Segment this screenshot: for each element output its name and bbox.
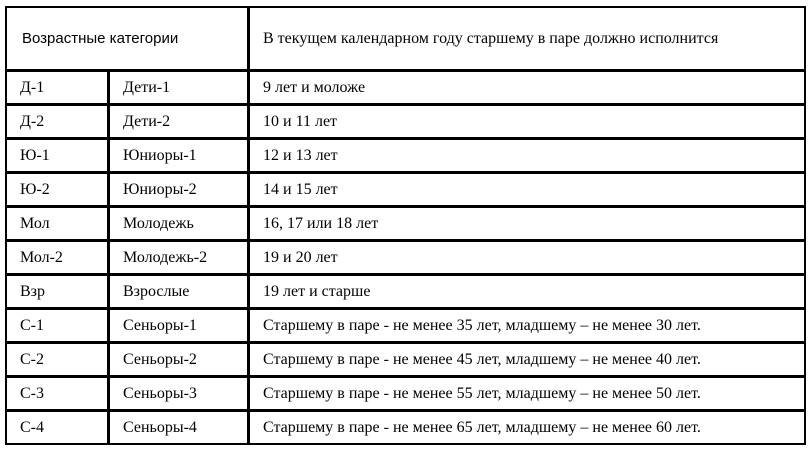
category-age: Старшему в паре - не менее 45 лет, младшему – не менее 40 лет. — [249, 343, 806, 377]
header-category: Возрастные категории — [6, 7, 249, 71]
table-row — [6, 105, 806, 139]
category-code: С-1 — [6, 309, 109, 343]
category-code: Мол — [6, 207, 109, 241]
table-row — [6, 343, 806, 377]
category-code: Ю-2 — [6, 173, 109, 207]
category-age: 19 лет и старше — [249, 275, 806, 309]
category-code: С-3 — [6, 377, 109, 411]
header-row — [6, 7, 806, 71]
category-name: Молодежь-2 — [109, 241, 249, 275]
table-row — [6, 241, 806, 275]
category-name: Молодежь — [109, 207, 249, 241]
category-name: Сеньоры-1 — [109, 309, 249, 343]
table-row — [6, 139, 806, 173]
category-code: Ю-1 — [6, 139, 109, 173]
table-header — [6, 7, 806, 71]
category-name: Сеньоры-4 — [109, 411, 249, 445]
table-row — [6, 71, 806, 105]
category-name: Взрослые — [109, 275, 249, 309]
category-name: Дети-1 — [109, 71, 249, 105]
category-age: 14 и 15 лет — [249, 173, 806, 207]
category-age: 19 и 20 лет — [249, 241, 806, 275]
category-code: Д-1 — [6, 71, 109, 105]
category-code: Мол-2 — [6, 241, 109, 275]
category-code: Взр — [6, 275, 109, 309]
table-row — [6, 309, 806, 343]
category-code: С-2 — [6, 343, 109, 377]
category-name: Дети-2 — [109, 105, 249, 139]
table-body — [6, 71, 806, 445]
table-row — [6, 207, 806, 241]
category-name: Сеньоры-2 — [109, 343, 249, 377]
category-code: Д-2 — [6, 105, 109, 139]
age-categories-table — [5, 6, 806, 445]
category-age: Старшему в паре - не менее 35 лет, младшему – не менее 30 лет. — [249, 309, 806, 343]
category-name: Сеньоры-3 — [109, 377, 249, 411]
category-name: Юниоры-2 — [109, 173, 249, 207]
table-row — [6, 275, 806, 309]
category-age: 10 и 11 лет — [249, 105, 806, 139]
category-age: Старшему в паре - не менее 55 лет, младшему – не менее 50 лет. — [249, 377, 806, 411]
category-age: 16, 17 или 18 лет — [249, 207, 806, 241]
category-name: Юниоры-1 — [109, 139, 249, 173]
category-age: Старшему в паре - не менее 65 лет, младшему – не менее 60 лет. — [249, 411, 806, 445]
table-row — [6, 173, 806, 207]
category-age: 12 и 13 лет — [249, 139, 806, 173]
header-description: В текущем календарном году старшему в паре должно исполнится — [249, 7, 806, 71]
table-row — [6, 377, 806, 411]
category-code: С-4 — [6, 411, 109, 445]
category-age: 9 лет и моложе — [249, 71, 806, 105]
table-row — [6, 411, 806, 445]
